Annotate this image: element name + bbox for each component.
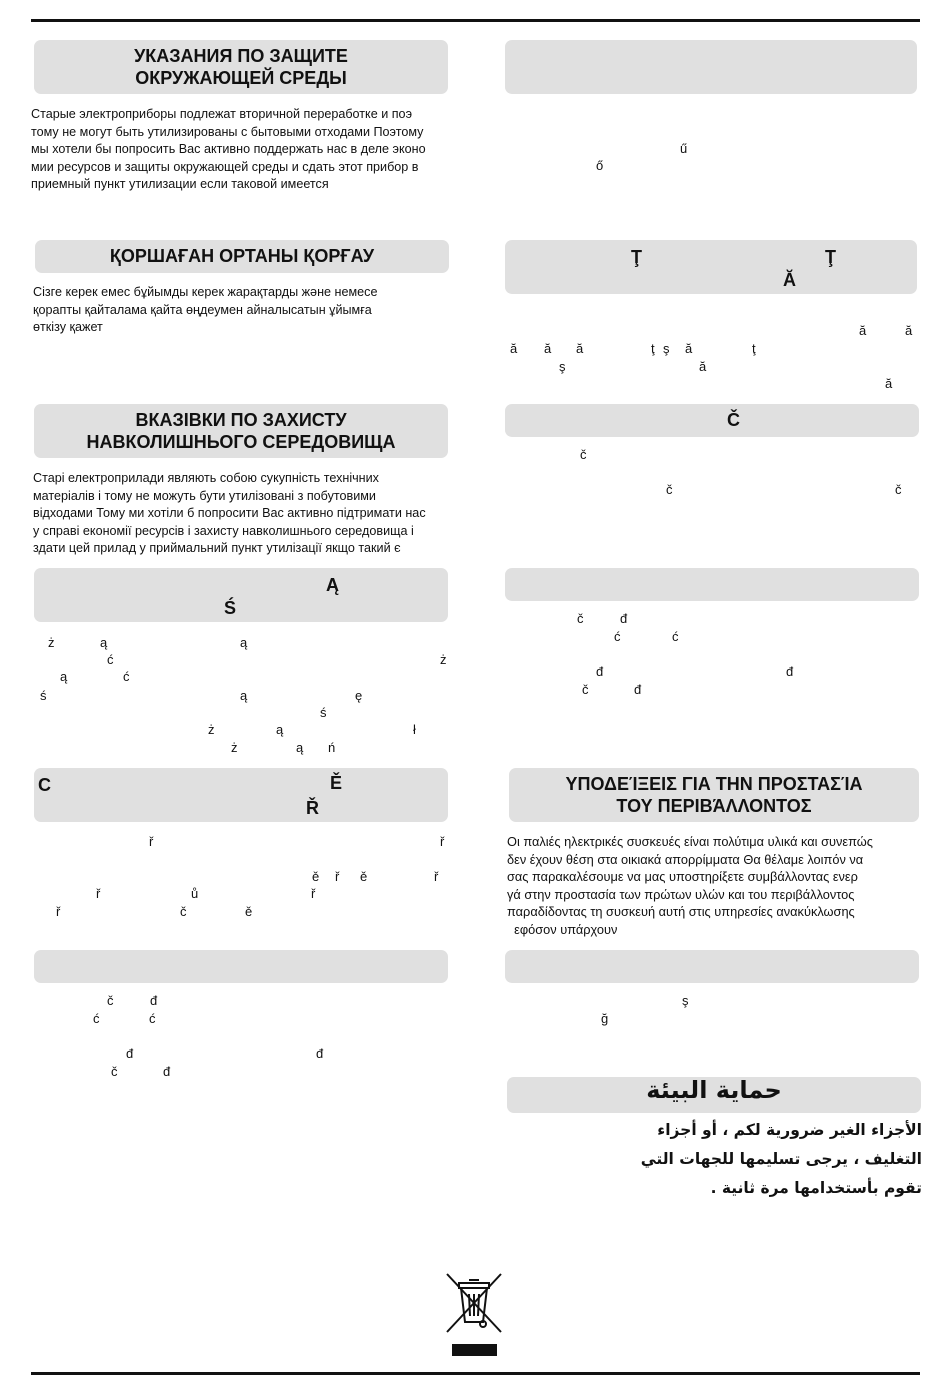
ru-line: тому не могут быть утилизированы с бытовыми отходами Поэтому (31, 124, 424, 139)
ua-section-body (33, 470, 449, 558)
gr-line: σας παρακαλέσουμε να μας υποστηρίξετε συμβάλλοντας ενερ (507, 869, 858, 885)
ro-title-t1: Ţ (631, 247, 642, 267)
ua-section-header (34, 404, 448, 458)
pl-fragment: ż (48, 635, 55, 650)
sr-section-header (505, 568, 919, 601)
gr-section-header (509, 768, 919, 822)
ar-title: حماية البيئة (646, 1076, 782, 1104)
ro-fragment: ă (576, 341, 584, 356)
kz-line: қорапты қайталама қайта өңдеумен айналысатын ұйымға (33, 302, 372, 317)
ru-section-header (34, 40, 448, 94)
ro-fragment: ă (510, 341, 518, 356)
pl-fragment: ż (208, 722, 215, 737)
pl-fragment: ń (328, 740, 336, 755)
hr-fragment: č (107, 993, 114, 1008)
pl-fragment: ć (107, 652, 114, 667)
ro-fragment: ă (685, 341, 693, 356)
ro-fragment: ă (885, 376, 893, 391)
sr-fragment: đ (596, 664, 604, 679)
cz-fragment: ě (245, 904, 253, 919)
gr-line: δεν έχουν θέση στα οικιακά απορρίμματα Θα θέλαμε λοιπόν να (507, 851, 864, 867)
ru-section-body (31, 106, 449, 194)
cz-fragment: ř (149, 834, 154, 849)
ru-title-line1: УКАЗАНИЯ ПО ЗАЩИТЕ (134, 46, 348, 66)
hr-fragment: ć (149, 1011, 156, 1026)
sk-fragment: č (895, 482, 902, 497)
pl-fragment: ą (296, 740, 304, 755)
pl-section-header (34, 568, 448, 622)
ua-line: матеріалів і тому не можуть бути утилізовані з побутовими (33, 488, 376, 503)
gr-line: εφόσον υπάρχουν (507, 921, 618, 937)
cz-fragment: ř (56, 904, 61, 919)
sk-title: Č (727, 410, 740, 430)
gr-line: παραδίδοντας τη συσκευή αυτή στις υπηρεσίες ανακύκλωσης (507, 904, 855, 920)
cz-fragment: ř (311, 886, 316, 901)
hr-fragment: đ (163, 1064, 171, 1079)
ar-section-body (602, 1116, 922, 1203)
cz-fragment: ě (312, 869, 320, 884)
ro-fragment: ş (559, 359, 566, 374)
pl-fragment: ł (413, 722, 416, 737)
bottom-rule (31, 1372, 920, 1375)
pl-fragment: ż (440, 652, 447, 667)
hu-section-header (505, 40, 917, 94)
sr-fragment: č (577, 611, 584, 626)
ar-line: التغليف ، يرجى تسليمها للجهات التي (640, 1150, 922, 1168)
pl-fragment: ą (60, 669, 68, 684)
ar-line: الأجزاء الغير ضرورية لكم ، أو أجزاء (657, 1121, 922, 1139)
pl-title-a: Ą (326, 575, 339, 595)
ar-line: تقوم بأستخدامها مرة ثانية . (710, 1179, 922, 1197)
tr-fragment: ş (682, 993, 689, 1008)
hr-fragment: đ (316, 1046, 324, 1061)
ua-line: здати цей прилад у приймальний пункт утилізації якщо такий є (33, 541, 401, 556)
sr-fragment: č (582, 682, 589, 697)
ro-title-t2: Ţ (825, 247, 836, 267)
kz-title: ҚОРШАҒАН ОРТАНЫ ҚОРҒАУ (109, 246, 375, 266)
pl-fragment: ą (276, 722, 284, 737)
cz-fragment: č (180, 904, 187, 919)
ro-fragment: ş (663, 341, 670, 356)
kz-line: өткізу қажет (33, 320, 103, 335)
sr-fragment: đ (620, 611, 628, 626)
pl-fragment: ś (40, 688, 47, 703)
ru-line: Старые электроприборы подлежат вторичной переработке и поэ (31, 107, 412, 121)
ua-title-line1: ВКАЗІВКИ ПО ЗАХИСТУ (135, 410, 347, 430)
ru-title-line2: ОКРУЖАЮЩЕЙ СРЕДЫ (135, 68, 347, 88)
ua-line: Старі електроприлади являють собою сукупність технічних (33, 471, 379, 485)
ua-title-line2: НАВКОЛИШНЬОГО СЕРЕДОВИЩА (86, 432, 396, 452)
gr-title-line1: ΥΠΟΔΕΊΞΕΙΣ ΓΙΑ ΤΗΝ ΠΡΟΣΤΑΣΊΑ (565, 774, 863, 794)
ro-title-a: Ă (783, 270, 796, 290)
ru-line: мы хотели бы попросить Вас активно поддержать нас в деле эконо (31, 142, 426, 157)
ro-fragment: ţ (651, 341, 655, 356)
ua-line: відходами Тому ми хотіли б попросити Вас активно підтримати нас (33, 506, 426, 521)
tr-section-header (505, 950, 919, 983)
pl-fragment: ś (320, 705, 327, 720)
sr-fragment: đ (786, 664, 794, 679)
ro-fragment: ţ (752, 341, 756, 356)
ro-fragment: ă (905, 323, 913, 338)
cz-fragment: ř (434, 869, 439, 884)
ru-line: мии ресурсов и защиты окружающей среды и сдать этот прибор в (31, 159, 419, 174)
sk-section-header (505, 404, 919, 437)
sr-fragment: đ (634, 682, 642, 697)
ro-fragment: ă (699, 359, 707, 374)
hr-section-header (34, 950, 448, 983)
sr-fragment: ć (614, 629, 621, 644)
ro-fragment: ă (544, 341, 552, 356)
cz-fragment: ů (191, 886, 199, 901)
sk-fragment: č (580, 447, 587, 462)
pl-fragment: ą (100, 635, 108, 650)
cz-fragment: ř (96, 886, 101, 901)
gr-title-line2: ΤΟΥ ΠΕΡΙΒΆΛΛΟΝΤΟΣ (616, 796, 812, 816)
cz-fragment: ř (440, 834, 445, 849)
pl-fragment: ż (231, 740, 238, 755)
top-rule (31, 19, 920, 22)
crossed-out-wheelie-bin-icon (445, 1272, 503, 1358)
sr-fragment: ć (672, 629, 679, 644)
tr-fragment: ğ (601, 1011, 609, 1026)
cz-title-c: C (38, 775, 51, 795)
ro-fragment: ă (859, 323, 867, 338)
pl-title-b: Ś (224, 598, 237, 618)
ro-section-header (505, 240, 917, 294)
sk-fragment: č (666, 482, 673, 497)
hr-fragment: đ (126, 1046, 134, 1061)
ru-line: приемный пункт утилизации если таковой имеется (31, 177, 329, 192)
gr-line: Οι παλιές ηλεκτρικές συσκευές είναι πολύτιμα υλικά και συνεπώς (507, 834, 873, 849)
cz-fragment: ě (360, 869, 368, 884)
hr-fragment: č (111, 1064, 118, 1079)
kz-section-header (35, 240, 449, 273)
pl-fragment: ę (355, 688, 363, 703)
ar-section-header (507, 1077, 921, 1113)
pl-fragment: ą (240, 688, 248, 703)
gr-line: γά στην προστασία των πρώτων υλών και του περιβάλλοντος (507, 886, 855, 902)
hu-fragment: ő (596, 158, 604, 173)
cz-title-r: Ř (306, 798, 319, 818)
pl-fragment: ą (240, 635, 248, 650)
hu-fragment: ű (680, 141, 688, 156)
kz-section-body (33, 284, 449, 337)
hr-fragment: ć (93, 1011, 100, 1026)
kz-line: Сізге керек емес бұйымды керек жарақтарды және немесе (33, 285, 378, 299)
pl-fragment: ć (123, 669, 130, 684)
cz-section-header (34, 768, 448, 822)
cz-title-e: Ě (330, 773, 343, 793)
gr-section-body (507, 833, 921, 939)
hr-fragment: đ (150, 993, 158, 1008)
cz-fragment: ř (335, 869, 340, 884)
ua-line: у справі економії ресурсів і захисту навколишнього середовища і (33, 523, 414, 538)
